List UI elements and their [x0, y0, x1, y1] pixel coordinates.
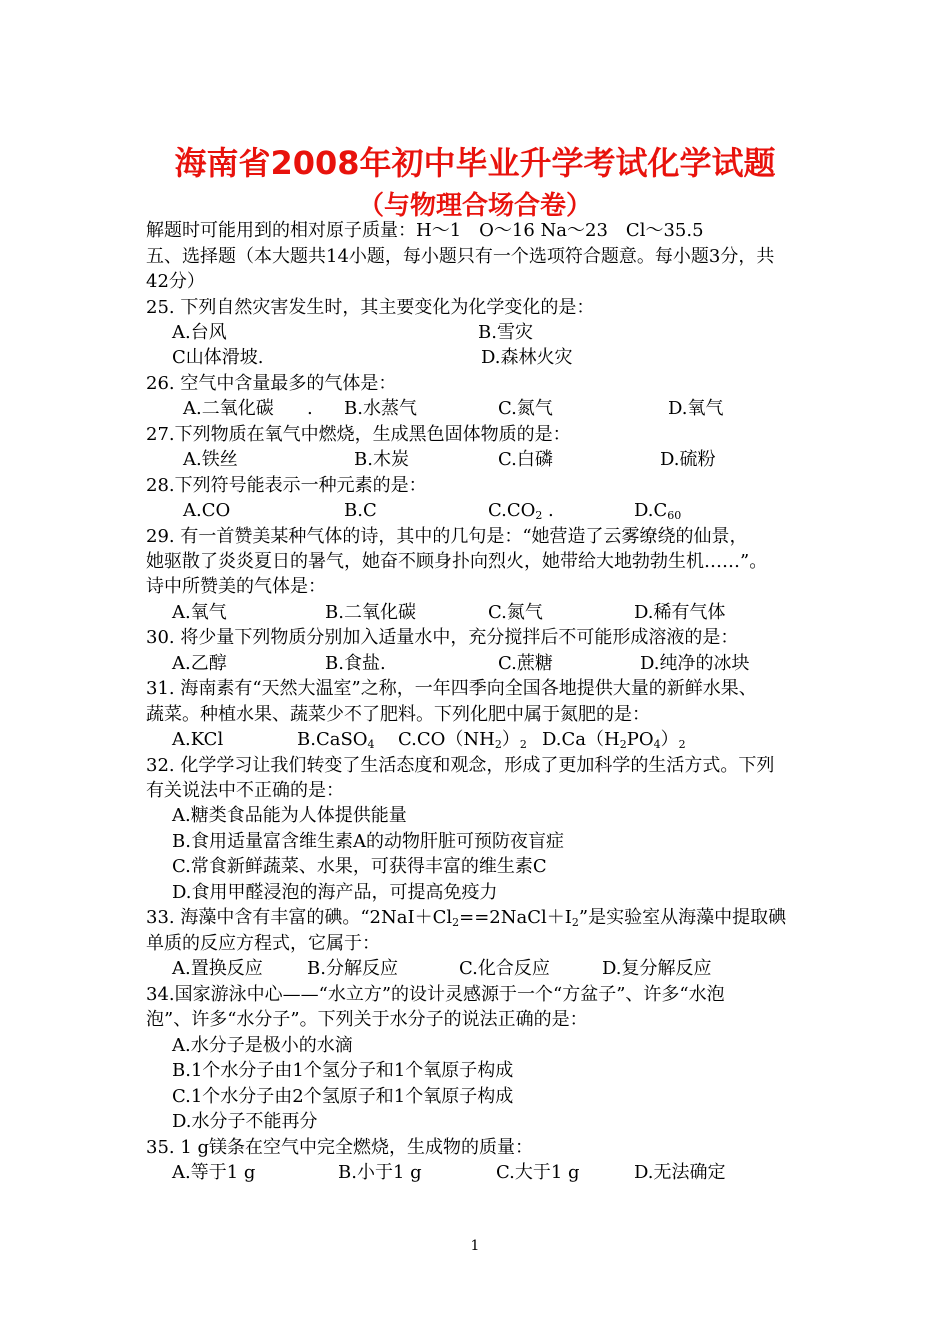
q27-option-c: C.白磷: [498, 449, 553, 470]
q35-option-b: B.小于1 g: [338, 1162, 422, 1183]
q33-text-part1: 33. 海藻中含有丰富的碘。“2NaI＋Cl: [146, 907, 453, 928]
question-29-line2: 她驱散了炎炎夏日的暑气，她奋不顾身扑向烈火，她带给大地勃勃生机……”。: [146, 551, 768, 572]
q28-option-d-subscript: 60: [667, 509, 682, 522]
q25-option-d: D.森林火灾: [481, 347, 573, 368]
question-35-stem: 35. 1 g镁条在空气中完全燃烧，生成物的质量：: [146, 1137, 534, 1158]
q29-option-b: B.二氧化碳: [325, 602, 416, 623]
q32-option-a: A.糖类食品能为人体提供能量: [172, 805, 407, 826]
q35-option-d: D.无法确定: [634, 1162, 726, 1183]
q29-option-d: D.稀有气体: [634, 602, 726, 623]
q27-option-a: A.铁丝: [183, 449, 238, 470]
q31-option-b-formula: B.CaSO: [297, 729, 368, 750]
q28-option-a: A.CO: [183, 500, 231, 521]
q26-option-c: C.氮气: [498, 398, 553, 419]
page-number: 1: [470, 1238, 480, 1254]
q28-option-c-formula: C.CO: [488, 500, 536, 521]
q34-option-c: C.1个水分子由2个氢原子和1个氧原子构成: [172, 1086, 514, 1107]
q27-option-d: D.硫粉: [660, 449, 716, 470]
q34-option-a: A.水分子是极小的水滴: [172, 1035, 353, 1056]
q34-option-d: D.水分子不能再分: [172, 1111, 318, 1132]
q33-subscript-1: 2: [452, 916, 460, 929]
q31-option-c-bracket: ）: [501, 729, 520, 750]
q31-option-c-subscript-1: 2: [494, 738, 502, 751]
q33-option-c: C.化合反应: [459, 958, 550, 979]
q28-option-c-dot: .: [548, 500, 554, 521]
q28-option-d-formula: D.C: [634, 500, 668, 521]
section-header-line2: 42分）: [146, 271, 205, 292]
q25-option-c: C山体滑坡.: [172, 347, 264, 368]
q31-option-d-subscript-2: 4: [653, 738, 661, 751]
q32-option-b: B.食用适量富含维生素A的动物肝脏可预防夜盲症: [172, 831, 564, 852]
q25-option-a: A.台风: [172, 322, 227, 343]
q33-option-a: A.置换反应: [172, 958, 263, 979]
q26-option-a: A.二氧化碳: [183, 398, 274, 419]
q28-option-c-subscript: 2: [535, 509, 543, 522]
question-33-line1: [146, 906, 786, 935]
q26-option-b: B.水蒸气: [344, 398, 417, 419]
q27-option-b: B.木炭: [354, 449, 409, 470]
q29-option-a: A.氧气: [172, 602, 227, 623]
q29-option-c: C.氮气: [488, 602, 543, 623]
q25-option-b: B.雪灾: [478, 322, 533, 343]
q31-option-d-formula: D.Ca（H: [542, 729, 620, 750]
q28-option-c: [488, 499, 542, 528]
question-34-line2: 泡”、许多“水分子”。下列关于水分子的说法正确的是：: [146, 1009, 588, 1030]
question-25-stem: 25. 下列自然灾害发生时，其主要变化为化学变化的是：: [146, 297, 595, 318]
q35-option-a: A.等于1 g: [172, 1162, 256, 1183]
question-27-stem: 27.下列物质在氧气中燃烧，生成黑色固体物质的是：: [146, 424, 571, 445]
question-29-line3: 诗中所赞美的气体是：: [146, 576, 326, 597]
q30-option-d: D.纯净的冰块: [640, 653, 750, 674]
question-34-line1: 34.国家游泳中心——“水立方”的设计灵感源于一个“方盆子”、许多“水泡: [146, 984, 725, 1005]
q30-option-b: B.食盐.: [325, 653, 386, 674]
question-30-stem: 30. 将少量下列物质分别加入适量水中，充分搅拌后不可能形成溶液的是：: [146, 627, 739, 648]
q33-option-d: D.复分解反应: [602, 958, 712, 979]
q33-text-part3: ”是实验室从海藻中提取碘: [578, 907, 787, 928]
q33-option-b: B.分解反应: [307, 958, 398, 979]
q31-option-d-formula-mid: PO: [626, 729, 654, 750]
q35-option-c: C.大于1 g: [496, 1162, 580, 1183]
question-32-line1: 32. 化学学习让我们转变了生活态度和观念，形成了更加科学的生活方式。下列: [146, 755, 775, 776]
q31-option-a: A.KCl: [172, 729, 224, 750]
q31-option-b: [297, 728, 375, 757]
q30-option-a: A.乙醇: [172, 653, 227, 674]
q31-option-d-subscript-1: 2: [619, 738, 627, 751]
q28-option-d: [634, 499, 681, 528]
q30-option-c: C.蔗糖: [498, 653, 553, 674]
q31-option-c-subscript-2: 2: [519, 738, 527, 751]
q31-option-d-bracket: ）: [660, 729, 679, 750]
q26-option-a-dot: .: [307, 398, 313, 419]
q33-subscript-2: 2: [571, 916, 579, 929]
exam-subtitle: （与物理合场合卷）: [357, 191, 592, 221]
q31-option-b-subscript: 4: [367, 738, 375, 751]
q34-option-b: B.1个水分子由1个氢分子和1个氧原子构成: [172, 1060, 514, 1081]
q32-option-c: C.常食新鲜蔬菜、水果，可获得丰富的维生素C: [172, 856, 547, 877]
q26-option-d: D.氧气: [668, 398, 724, 419]
section-header-line1: 五、选择题（本大题共14小题，每小题只有一个选项符合题意。每小题3分，共: [146, 246, 775, 267]
q31-option-c: [398, 728, 527, 757]
question-28-stem: 28.下列符号能表示一种元素的是：: [146, 475, 427, 496]
q31-option-d: [542, 728, 686, 757]
atomic-mass-line: 解题时可能用到的相对原子质量：H～1 O～16 Na～23 Cl～35.5: [146, 220, 704, 241]
question-33-line2: 单质的反应方程式，它属于：: [146, 933, 380, 954]
q28-option-b: B.C: [344, 500, 377, 521]
question-26-stem: 26. 空气中含量最多的气体是：: [146, 373, 397, 394]
question-29-line1: 29. 有一首赞美某种气体的诗，其中的几句是：“她营造了云雾缭绕的仙景，: [146, 526, 748, 547]
q33-text-part2: ==2NaCl＋I: [459, 907, 572, 928]
q31-option-c-formula: C.CO（NH: [398, 729, 495, 750]
q32-option-d: D.食用甲醛浸泡的海产品，可提高免疫力: [172, 882, 498, 903]
question-32-line2: 有关说法中不正确的是：: [146, 780, 344, 801]
exam-title: 海南省2008年初中毕业升学考试化学试题: [174, 144, 776, 182]
q31-option-d-subscript-3: 2: [678, 738, 686, 751]
question-31-line2: 蔬菜。种植水果、蔬菜少不了肥料。下列化肥中属于氮肥的是：: [146, 704, 650, 725]
question-31-line1: 31. 海南素有“天然大温室”之称，一年四季向全国各地提供大量的新鲜水果、: [146, 678, 757, 699]
